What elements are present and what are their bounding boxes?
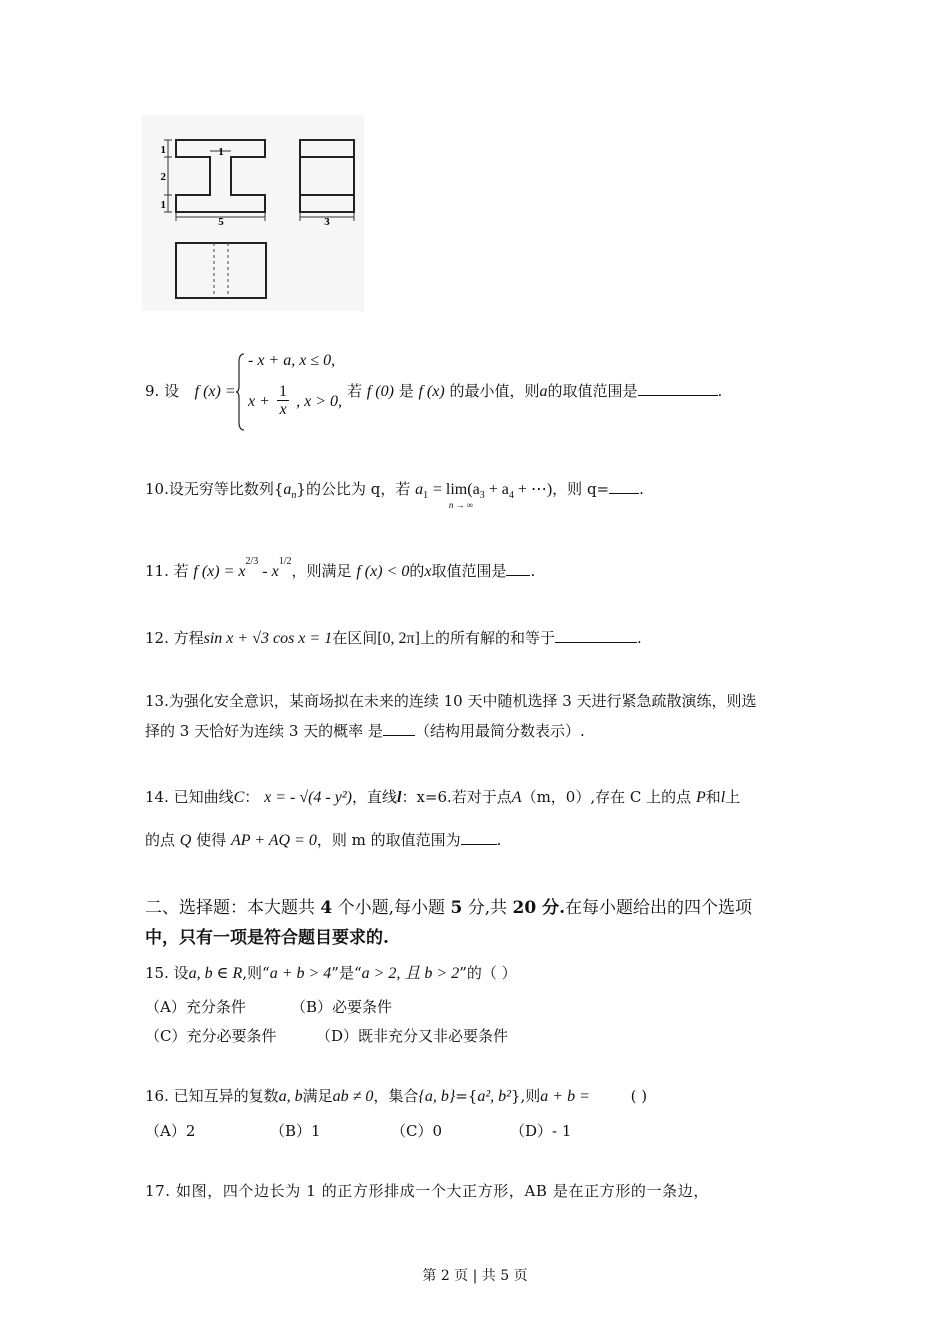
question-15 (145, 962, 810, 985)
q16-option-a[interactable]: （A）2 (145, 1122, 196, 1140)
q11-cond: f (x) < 0 (356, 563, 410, 580)
q13-pre: 择的 3 天恰好为连续 3 天的概率 是 (145, 722, 383, 740)
question-13-line1: 13.为强化安全意识，某商场拟在未来的连续 10 天中随机选择 3 天进行紧急疏散演练，则选 (145, 692, 757, 710)
page-footer: 第 2 页 | 共 5 页 (422, 1268, 528, 1284)
question-14-line1 (145, 786, 810, 809)
sec2-n2: 5 (450, 898, 463, 918)
q10-rest: + ⋯) (513, 481, 553, 498)
question-16 (145, 1085, 810, 1108)
q9-fx: f (x) (418, 383, 445, 400)
q9-fraction (277, 384, 289, 419)
question-14-line2 (145, 829, 810, 852)
q9-mid1: 是 (398, 382, 414, 400)
sec2-n3: 20 (512, 898, 537, 918)
q10-lim: = lim(a (432, 481, 480, 498)
q11-text3: 的 (409, 562, 425, 580)
q14-colon: ： (244, 788, 260, 806)
q9-a: a (539, 383, 548, 400)
q14-A: A (511, 789, 522, 806)
q9-frac-num: 1 (279, 383, 287, 400)
q11-answer-blank[interactable] (506, 561, 530, 576)
question-10 (145, 478, 810, 510)
q13-post: （结构用最简分数表示）. (414, 722, 585, 740)
q14-end1: 上 (725, 788, 741, 806)
q11-num: 11. 若 (145, 562, 189, 580)
q14-C: C (233, 789, 245, 806)
q14-mid3: ,存在 C 上的点 (590, 788, 692, 806)
q14-Q: Q (179, 832, 192, 849)
sec2-e: 在每小题给出的四个选项 (565, 898, 753, 918)
q10-text1: 10.设无穷等比数列{ (145, 480, 284, 498)
sec2-line2: 中，只有一项是符合题目要求的. (145, 928, 389, 948)
sec2-d: 分. (536, 898, 566, 918)
q16-vars: a, b (278, 1088, 303, 1105)
q14-pre: 14. 已知曲线 (145, 788, 234, 806)
q16-cond: ab ≠ 0 (332, 1088, 374, 1105)
sec2-a: 二、选择题：本大题共 (145, 898, 321, 918)
q10-text3: ，则 q= (552, 480, 610, 498)
three-view-figure (142, 115, 364, 311)
section-2-heading (145, 893, 810, 953)
q15-option-d[interactable]: （D）既非充分又非必要条件 (316, 1027, 509, 1045)
q10-limit (432, 478, 553, 510)
q12-num: 12. 方程 (145, 629, 204, 647)
q16-mid: 满足 (302, 1087, 333, 1105)
sec2-c: 分,共 (462, 898, 513, 918)
q16-eqset: ={ (455, 1087, 478, 1105)
question-11 (145, 557, 810, 583)
q12-interval: [0, 2π] (377, 630, 420, 647)
q16-mid2: ，集合 (373, 1087, 419, 1105)
q11-expr: f (x) = x (193, 563, 246, 580)
dim-top: 1 (218, 146, 224, 158)
q9-brace (236, 352, 246, 432)
q13-answer-blank[interactable] (383, 721, 415, 736)
q15-mid: ,则“ (242, 964, 270, 982)
q11-end: . (530, 562, 536, 580)
q11-exp1: 2/3 (245, 556, 259, 567)
q9-end: . (717, 382, 723, 400)
q16-option-b[interactable]: （B）1 (270, 1122, 321, 1140)
q14-point: （m，0） (521, 788, 591, 806)
q9-f0: f (0) (366, 383, 394, 400)
q16-close: },则 (510, 1087, 541, 1105)
q15-cond2: a > 2, 且 b > 2 (361, 965, 460, 982)
q15-mid2: ”是“ (331, 964, 362, 982)
q12-end: . (636, 629, 642, 647)
q12-eq: sin x + √3 cos x = 1 (203, 630, 333, 647)
q11-text4: 取值范围是 (431, 562, 507, 580)
q15-option-c[interactable]: （C）充分必要条件 (145, 1027, 277, 1045)
q16-a2: a² (477, 1088, 491, 1105)
q10-a4: + a (484, 481, 509, 498)
dim-left-1: 1 (160, 144, 166, 156)
question-13-line2 (145, 720, 810, 742)
question-9-tail (347, 380, 807, 403)
dim-bottom: 5 (218, 216, 224, 228)
q15-end: ”的（ ） (459, 964, 517, 982)
q15-vars: a, b ∈ R (188, 965, 243, 982)
q9-case2-post: , x > 0, (296, 393, 342, 410)
q14-l: l (397, 789, 402, 806)
q16-sum: a + b = (540, 1088, 590, 1105)
dim-left-2: 2 (160, 171, 166, 183)
q10-lim-sub: n → ∞ (448, 500, 474, 510)
q16-paren: ( ) (630, 1087, 648, 1105)
q12-answer-blank[interactable] (555, 628, 637, 643)
q14-end: . (496, 831, 502, 849)
q11-text2: ，则满足 (291, 562, 352, 580)
q10-a1-sub: 1 (423, 490, 429, 501)
q16-set1: {a, b} (418, 1088, 456, 1105)
sec2-n1: 4 (320, 898, 333, 918)
q16-pre: 16. 已知互异的复数 (145, 1087, 279, 1105)
q10-a3-sub: 3 (479, 490, 485, 501)
q10-an-sub: n (291, 490, 297, 501)
q9-number: 9. 设 (145, 382, 180, 400)
q14-vec: AP + AQ = 0 (230, 832, 317, 849)
q14-mid-2: 使得 (196, 831, 227, 849)
question-17: 17. 如图，四个边长为 1 的正方形排成一个大正方形，AB 是在正方形的一条边， (145, 1182, 709, 1200)
q10-text2: }的公比为 q，若 (296, 480, 411, 498)
q9-mid2: 的最小值，则 (449, 382, 540, 400)
q14-P: P (695, 789, 706, 806)
q10-a4-sub: 4 (508, 490, 514, 501)
q14-answer-blank[interactable] (461, 830, 497, 845)
q14-mid2: ：x=6.若对于点 (401, 788, 512, 806)
q14-mid: ，直线 (351, 788, 397, 806)
q16-option-c[interactable]: （C）0 (391, 1122, 443, 1140)
q14-post: ，则 m 的取值范围为 (316, 831, 461, 849)
q11-minus: - x (258, 563, 279, 580)
question-12 (145, 627, 810, 650)
dim-side: 3 (324, 216, 330, 228)
q9-case2-pre: x + (248, 393, 270, 410)
q9-answer-blank[interactable] (638, 381, 718, 396)
q15-option-b[interactable]: （B）必要条件 (291, 998, 393, 1016)
q14-curve: x = - √(4 - y²) (264, 789, 352, 806)
sec2-b: 个小题,每小题 (332, 898, 451, 918)
q9-if: 若 (347, 382, 363, 400)
q14-l2: l (720, 789, 726, 806)
q14-pre2: 的点 (145, 831, 176, 849)
q16-comma: , (490, 1088, 499, 1105)
q12-text3: 上的所有解的和等于 (419, 629, 555, 647)
dim-left-3: 1 (160, 199, 166, 211)
q10-a1: a (415, 481, 424, 498)
q14-and: 和 (705, 788, 721, 806)
q15-pre: 15. 设 (145, 964, 189, 982)
q12-text2: 在区间 (332, 629, 378, 647)
q15-option-a[interactable]: （A）充分条件 (145, 998, 246, 1016)
q9-frac-den: x (279, 401, 287, 418)
q9-case1: - x + a, x ≤ 0, (248, 352, 336, 369)
q10-answer-blank[interactable] (609, 479, 639, 494)
q9-case2 (248, 384, 342, 419)
q11-x: x (424, 563, 432, 580)
q10-end: . (639, 480, 644, 498)
q9-function: f (x) = (194, 383, 236, 400)
q9-tail-text: 的取值范围是 (547, 382, 638, 400)
q15-cond1: a + b > 4 (269, 965, 332, 982)
q16-b2: b² (498, 1088, 511, 1105)
q11-exp2: 1/2 (278, 556, 292, 567)
q16-option-d[interactable]: （D）- 1 (510, 1122, 572, 1140)
q10-an: a (283, 481, 292, 498)
